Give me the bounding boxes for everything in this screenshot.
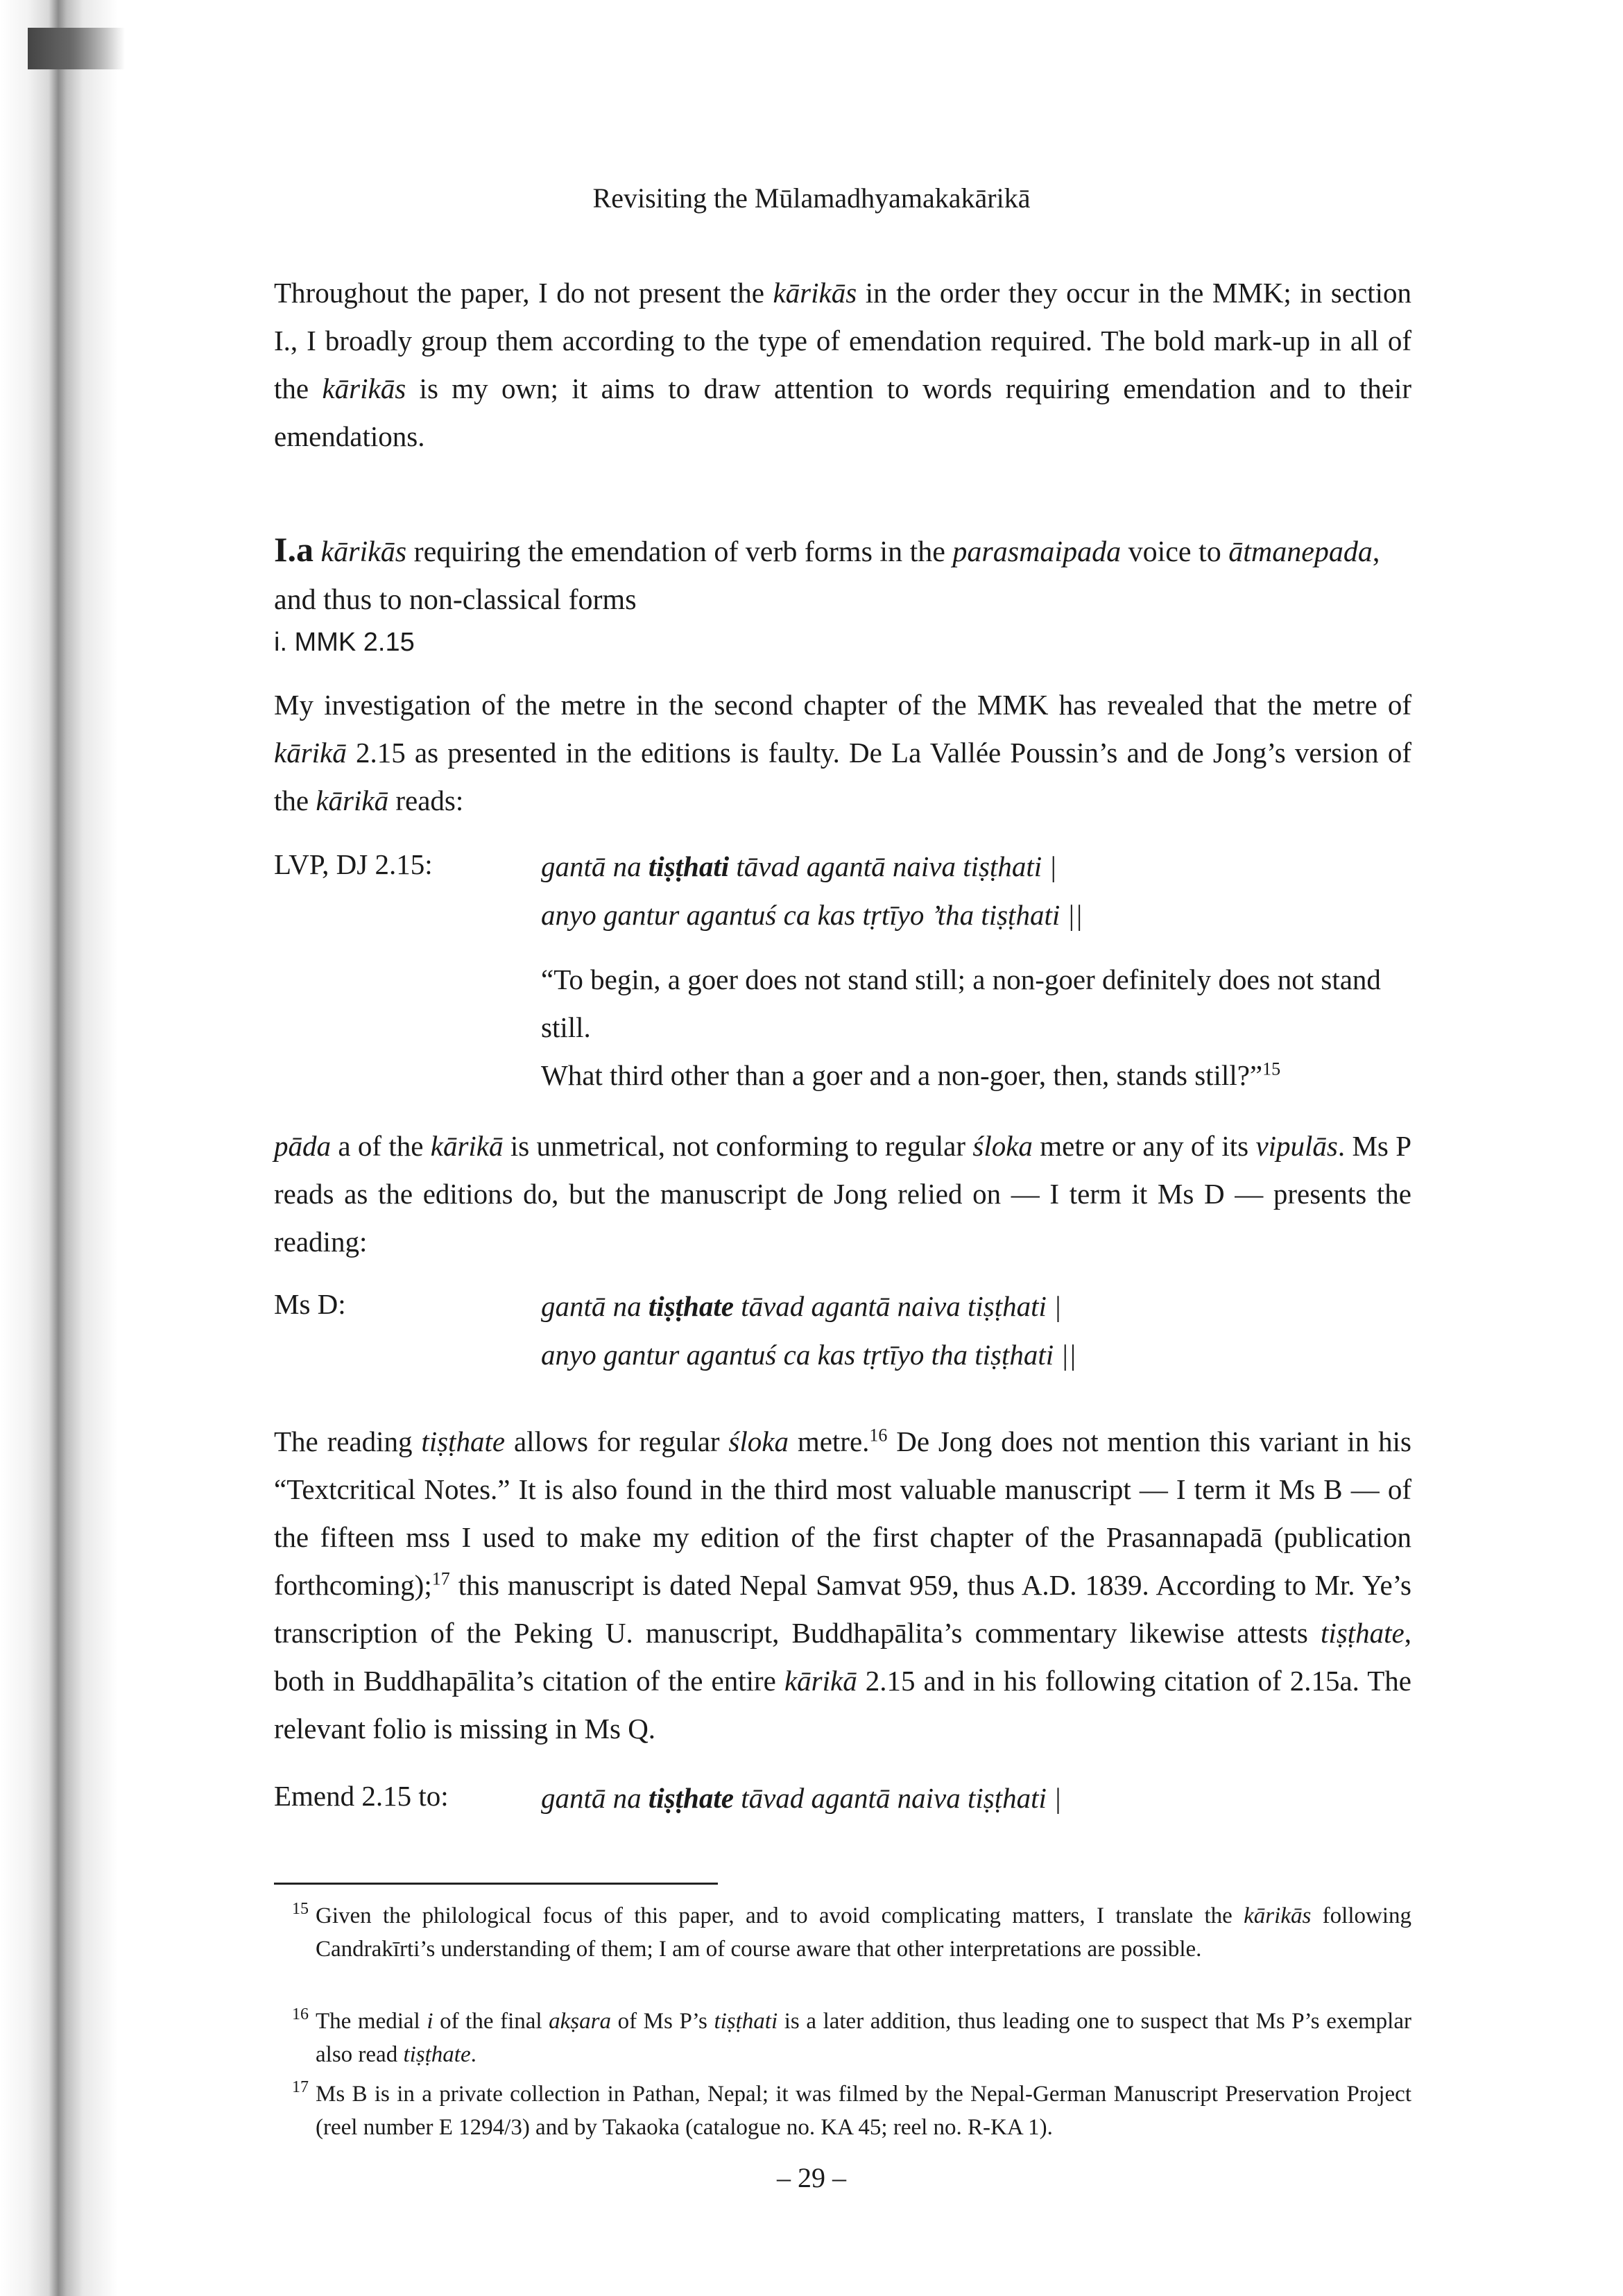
footnote-15: 15 Given the philological focus of this paper, and to avoid complicating matters, I translate the kārikās following Candrakīrti’s understanding of them; I am of course aware that other interpretations are possible. xyxy=(316,1899,1411,1966)
verse-label-msd: Ms D: xyxy=(274,1288,346,1320)
verse-emend xyxy=(541,1774,1061,1822)
verse-lvp xyxy=(541,842,1083,939)
verse-translation: “To begin, a goer does not stand still; a non-goer definitely does not stand still. What third other than a goer and a non-goer, then, stands still?”$^{15}$ xyxy=(541,963,1381,1091)
verse-line: gantā na tiṣṭhate tāvad agantā naiva tiṣṭhati | xyxy=(541,1290,1062,1322)
footnote-number: 17 xyxy=(292,2078,309,2096)
footnote-17: 17 Ms B is in a private collection in Pathan, Nepal; it was filmed by the Nepal-German Manuscript Preservation Project (reel number E 1294/3) and by Takaoka (catalogue no. KA 45; reel no. R-KA 1). xyxy=(316,2077,1411,2144)
intro-paragraph: Throughout the paper, I do not present the kārikās in the order they occur in the MMK; in section I., I broadly group them according to the type of emendation required. The bold mark-up in all of the kārikās is my own; it aims to draw attention to words requiring emendation and to their emendations. xyxy=(274,277,1411,452)
footnote-ref[interactable]: 17 xyxy=(431,1568,450,1589)
scan-shadow-corner xyxy=(28,28,125,69)
verse-line: anyo gantur agantuś ca kas tṛtīyo tha tiṣṭhati || xyxy=(541,1339,1076,1371)
paragraph-unmetrical: pāda a of the kārikā is unmetrical, not conforming to regular śloka metre or any of its vipulās. Ms P reads as the editions do, but the manuscript de Jong relied on — I term it Ms D — presents the reading: xyxy=(274,1130,1411,1258)
verse-msd xyxy=(541,1282,1076,1379)
verse-line: gantā na tiṣṭhati tāvad agantā naiva tiṣṭhati | xyxy=(541,850,1057,882)
paragraph-metre: My investigation of the metre in the second chapter of the MMK has revealed that the metre of kārikā 2.15 as presented in the editions is faulty. De La Vallée Poussin’s and de Jong’s version of the kārikā reads: xyxy=(274,689,1411,816)
subheading: i. MMK 2.15 xyxy=(274,628,415,657)
paragraph-reading: The reading tiṣṭhate allows for regular śloka metre.$^{16}$ De Jong does not mention this variant in his “Textcritical Notes.” It is also found in the third most valuable manuscript — I term it Ms B — of the fifteen mss I used to make my edition of the first chapter of the Prasannapadā (publication forthcoming);$^{17}$ this manuscript is dated Nepal Samvat 959, thus A.D. 1839. According to Mr. Ye’s transcription of the Peking U. manuscript, Buddhapālita’s commentary likewise attests tiṣṭhate, both in Buddhapālita’s citation of the entire kārikā 2.15 and in his following citation of 2.15a. The relevant folio is missing in Ms Q. xyxy=(274,1425,1411,1745)
footnote-number: 16 xyxy=(292,2005,309,2023)
verse-label-lvp: LVP, DJ 2.15: xyxy=(274,848,433,880)
verse-line: anyo gantur agantuś ca kas tṛtīyo ’tha tiṣṭhati || xyxy=(541,899,1083,931)
section-heading: I.a kārikās requiring the emendation of verb forms in the parasmaipada voice to ātmanepada, and thus to non-classical forms xyxy=(274,530,1380,616)
scan-shadow-edge xyxy=(0,0,118,2296)
verse-line: gantā na tiṣṭhate tāvad agantā naiva tiṣṭhati | xyxy=(541,1782,1062,1814)
footnote-ref[interactable]: 15 xyxy=(1262,1059,1281,1079)
footnote-ref[interactable]: 16 xyxy=(869,1425,888,1446)
running-header: Revisiting the Mūlamadhyamakakārikā xyxy=(592,182,1031,214)
page-number: – 29 – xyxy=(777,2162,846,2193)
footnote-rule xyxy=(274,1883,718,1885)
footnote-16: 16 The medial i of the final akṣara of Ms P’s tiṣṭhati is a later addition, thus leading one to suspect that Ms P’s exemplar also read tiṣṭhate. xyxy=(316,2005,1411,2071)
footnote-number: 15 xyxy=(292,1900,309,1918)
verse-label-emend: Emend 2.15 to: xyxy=(274,1780,449,1812)
